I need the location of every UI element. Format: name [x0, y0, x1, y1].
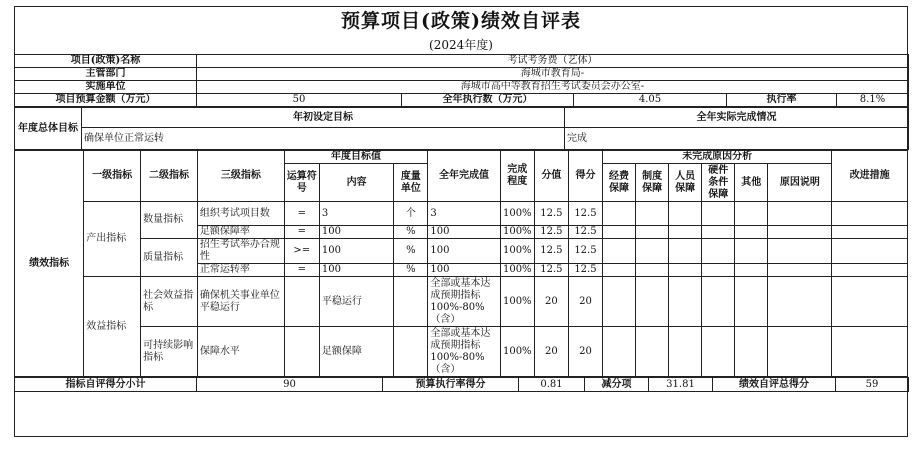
- dept-value: 海城市教育局-: [197, 68, 909, 81]
- row-degree: 100%: [500, 277, 534, 327]
- row-actual: 100: [428, 226, 500, 239]
- row-score: 12.5: [568, 239, 602, 264]
- table-row: [15, 202, 908, 226]
- row-name: 确保机关事业单位平稳运行: [197, 277, 284, 327]
- row-actual: 全部或基本达成预期指标100%-80%（含）: [428, 327, 500, 377]
- initial-goal-value: 确保单位正常运转: [82, 128, 565, 150]
- group-benefit: 效益指标: [84, 277, 141, 377]
- section-label: 绩效指标: [15, 151, 84, 377]
- subtotal-value: 90: [197, 378, 383, 392]
- row-content: 100: [319, 226, 393, 239]
- row-unit: %: [394, 239, 428, 264]
- reason-other-header: 其他: [735, 164, 768, 202]
- improve-header: 改进措施: [832, 151, 908, 202]
- initial-goal-header: 年初设定目标: [82, 108, 565, 128]
- row-op: [284, 277, 319, 327]
- total-label: 绩效自评总得分: [713, 378, 836, 392]
- footer-table: [14, 377, 909, 392]
- row-weight: 12.5: [534, 239, 568, 264]
- unit-header: 度量单位: [394, 164, 428, 202]
- row-weight: 12.5: [534, 226, 568, 239]
- actual-header: 全年完成值: [428, 151, 500, 202]
- score-header: 得分: [568, 151, 602, 202]
- page-title: 预算项目(政策)绩效自评表: [341, 10, 581, 32]
- row-degree: 100%: [500, 327, 534, 377]
- self-evaluation-sheet: [14, 6, 908, 392]
- row-score: 12.5: [568, 264, 602, 277]
- row-op: [284, 327, 319, 377]
- reason-note-header: 原因说明: [768, 164, 832, 202]
- table-row: [15, 327, 908, 377]
- budget-value: 50: [197, 94, 402, 107]
- reason-system-header: 制度保障: [636, 164, 669, 202]
- subtotal-label: 指标自评得分小计: [15, 378, 197, 392]
- deduct-value: 31.81: [649, 378, 713, 392]
- row-content: 足额保障: [319, 327, 393, 377]
- row-weight: 20: [534, 327, 568, 377]
- budget-label: 项目预算金额（万元）: [15, 94, 197, 107]
- unit-label: 实施单位: [15, 81, 197, 94]
- row-weight: 12.5: [534, 202, 568, 226]
- op-header: 运算符号: [284, 164, 319, 202]
- row-score: 12.5: [568, 226, 602, 239]
- row-unit: %: [394, 226, 428, 239]
- row-unit: [394, 277, 428, 327]
- table-row: [15, 277, 908, 327]
- row-degree: 100%: [500, 239, 534, 264]
- exec-score-value: 0.81: [519, 378, 585, 392]
- group-sustain: 可持续影响指标: [141, 327, 198, 377]
- row-actual: 全部或基本达成预期指标100%-80%（含）: [428, 277, 500, 327]
- content-header: 内容: [319, 164, 393, 202]
- row-op: =: [284, 264, 319, 277]
- row-actual: 3: [428, 202, 500, 226]
- year-label: (2024年度): [429, 38, 493, 52]
- exec-value: 4.05: [574, 94, 727, 107]
- row-name: 招生考试举办合规性: [197, 239, 284, 264]
- target-header: 年度目标值: [284, 151, 428, 164]
- row-weight: 20: [534, 277, 568, 327]
- level1-header: 一级指标: [84, 151, 141, 202]
- weight-header: 分值: [534, 151, 568, 202]
- dept-label: 主管部门: [15, 68, 197, 81]
- actual-goal-value: 完成: [565, 128, 909, 150]
- indicator-table: [14, 150, 908, 377]
- exec-score-label: 预算执行率得分: [383, 378, 519, 392]
- row-actual: 100: [428, 239, 500, 264]
- group-output: 产出指标: [84, 202, 141, 277]
- row-content: 100: [319, 264, 393, 277]
- row-content: 平稳运行: [319, 277, 393, 327]
- row-name: 保障水平: [197, 327, 284, 377]
- reason-hardware-header: 硬件条件保障: [702, 164, 735, 202]
- row-unit: %: [394, 264, 428, 277]
- exec-label: 全年执行数（万元）: [402, 94, 574, 107]
- group-quality: 质量指标: [141, 239, 198, 277]
- row-weight: 12.5: [534, 264, 568, 277]
- row-unit: [394, 327, 428, 377]
- deduct-label: 减分项: [585, 378, 649, 392]
- row-name: 组织考试项目数: [197, 202, 284, 226]
- info-table: [14, 54, 909, 107]
- group-quantity: 数量指标: [141, 202, 198, 239]
- table-row: [15, 239, 908, 264]
- project-name-label: 项目(政策)名称: [15, 55, 197, 68]
- total-value: 59: [836, 378, 909, 392]
- row-degree: 100%: [500, 226, 534, 239]
- row-degree: 100%: [500, 202, 534, 226]
- project-name-value: 考试考务费（艺体）: [197, 55, 909, 68]
- actual-goal-header: 全年实际完成情况: [565, 108, 909, 128]
- degree-header: 完成程度: [500, 151, 534, 202]
- level3-header: 三级指标: [197, 151, 284, 202]
- row-op: =: [284, 202, 319, 226]
- reasons-header: 未完成原因分析: [603, 151, 832, 164]
- row-content: 100: [319, 239, 393, 264]
- group-social: 社会效益指标: [141, 277, 198, 327]
- row-op: =: [284, 226, 319, 239]
- row-degree: 100%: [500, 264, 534, 277]
- rate-value: 8.1%: [837, 94, 909, 107]
- row-unit: 个: [394, 202, 428, 226]
- reason-funding-header: 经费保障: [603, 164, 636, 202]
- reason-staff-header: 人员保障: [669, 164, 702, 202]
- row-actual: 100: [428, 264, 500, 277]
- rate-label: 执行率: [727, 94, 837, 107]
- row-score: 20: [568, 327, 602, 377]
- row-name: 正常运转率: [197, 264, 284, 277]
- unit-value: 海城市高中等教育招生考试委员会办公室-: [197, 81, 909, 94]
- goal-table: [14, 107, 909, 150]
- row-score: 20: [568, 277, 602, 327]
- row-name: 足额保障率: [197, 226, 284, 239]
- row-content: 3: [319, 202, 393, 226]
- annual-goal-label: 年度总体目标: [15, 108, 82, 150]
- level2-header: 二级指标: [141, 151, 198, 202]
- row-op: >=: [284, 239, 319, 264]
- row-score: 12.5: [568, 202, 602, 226]
